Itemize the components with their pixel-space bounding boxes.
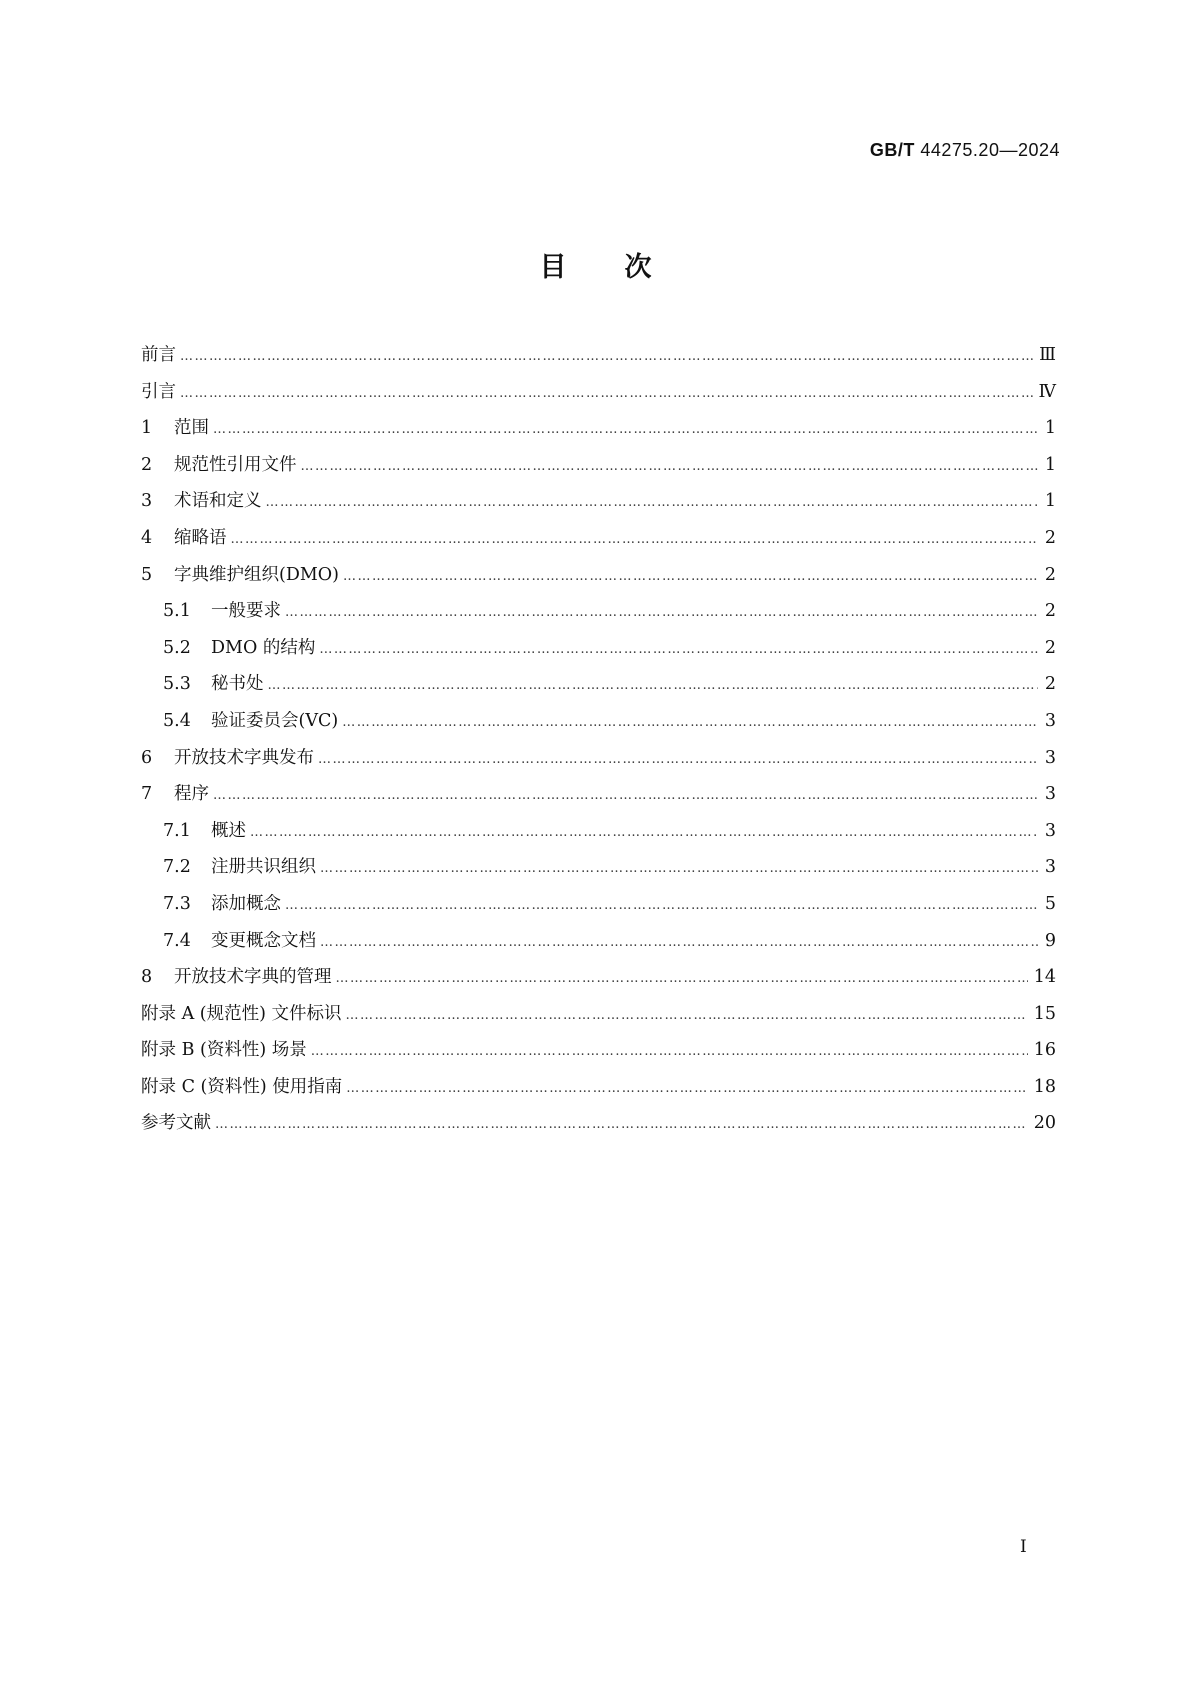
toc-entry-label: 引言 — [141, 381, 176, 402]
toc-entry[interactable] — [141, 776, 1056, 813]
toc-entry-number: 7.3 — [163, 893, 191, 914]
toc-entry-page: 9 — [1044, 930, 1056, 951]
page-number: I — [1020, 1537, 1027, 1557]
toc-entry[interactable] — [141, 923, 1056, 960]
toc-entry-number: 5.2 — [163, 637, 191, 658]
toc-leader-dots — [285, 595, 1038, 632]
toc-entry-page: 3 — [1044, 710, 1056, 731]
toc-entry-label: 秘书处 — [211, 674, 264, 695]
toc-leader-dots — [346, 1071, 1027, 1108]
toc-entry-page: Ⅳ — [1038, 381, 1056, 402]
toc-entry-number: 7.2 — [163, 857, 191, 878]
toc-entry[interactable] — [141, 740, 1056, 777]
toc-leader-dots — [301, 449, 1039, 486]
toc-entry[interactable] — [141, 593, 1056, 630]
toc-entry[interactable] — [141, 813, 1056, 850]
toc-entry-page: 16 — [1033, 1040, 1056, 1061]
toc-entry-label: 前言 — [141, 345, 176, 365]
toc-entry-page: 2 — [1044, 527, 1056, 548]
page-title-left: 目 — [539, 252, 567, 283]
toc-entry[interactable] — [141, 996, 1056, 1033]
toc-entry-label: 附录 B (资料性) 场景 — [141, 1040, 307, 1061]
toc-leader-dots — [285, 888, 1038, 925]
toc-entry-page: 2 — [1044, 564, 1056, 585]
toc-entry[interactable] — [141, 666, 1056, 703]
toc-entry[interactable] — [141, 1032, 1056, 1069]
toc-entry-page: 18 — [1033, 1076, 1056, 1097]
standard-number: 44275.20—2024 — [920, 140, 1060, 160]
toc-leader-dots — [345, 998, 1027, 1035]
toc-entry-page: 1 — [1044, 491, 1056, 512]
toc-entry-number: 3 — [141, 491, 153, 512]
toc-leader-dots — [320, 925, 1038, 962]
toc-leader-dots — [213, 412, 1038, 449]
toc-entry-page: 1 — [1044, 418, 1056, 439]
toc-leader-dots — [231, 522, 1039, 559]
toc-entry-number: 1 — [141, 418, 153, 439]
toc-entry-number: 5.4 — [163, 710, 191, 731]
toc-leader-dots — [343, 559, 1038, 596]
toc-entry-label: 附录 C (资料性) 使用指南 — [141, 1076, 343, 1097]
toc-entry-page: 5 — [1044, 893, 1056, 914]
toc-leader-dots — [250, 815, 1038, 852]
table-of-contents — [141, 337, 1056, 1142]
toc-entry-page: 2 — [1044, 674, 1056, 695]
toc-entry-number: 2 — [141, 454, 153, 475]
toc-entry-number: 4 — [141, 527, 153, 548]
toc-entry-number: 5.3 — [163, 674, 191, 695]
toc-entry[interactable] — [141, 959, 1056, 996]
toc-entry-label: 参考文献 — [141, 1113, 211, 1134]
toc-entry-label: 概述 — [211, 820, 246, 841]
toc-entry-number: 5.1 — [163, 601, 191, 622]
toc-entry-page: 3 — [1044, 820, 1056, 841]
toc-entry-number: 6 — [141, 747, 153, 768]
toc-entry[interactable] — [141, 520, 1056, 557]
toc-entry-label: 添加概念 — [211, 893, 281, 914]
standard-code — [870, 140, 1060, 161]
toc-entry-number: 8 — [141, 967, 153, 988]
standard-prefix: GB/T — [869, 140, 915, 160]
toc-entry-label: 一般要求 — [211, 601, 281, 622]
toc-entry-page: 3 — [1044, 747, 1056, 768]
toc-entry-label: 注册共识组织 — [211, 857, 316, 878]
toc-entry[interactable] — [141, 703, 1056, 740]
toc-leader-dots — [268, 668, 1039, 705]
toc-entry-label: 术语和定义 — [174, 491, 262, 512]
toc-entry-page: 2 — [1044, 637, 1056, 658]
toc-leader-dots — [311, 1034, 1028, 1071]
toc-entry-label: DMO 的结构 — [211, 637, 316, 658]
toc-entry-page: 1 — [1044, 454, 1056, 475]
toc-leader-dots — [180, 376, 1033, 413]
toc-entry[interactable] — [141, 483, 1056, 520]
toc-entry[interactable] — [141, 374, 1056, 411]
toc-entry[interactable] — [141, 410, 1056, 447]
toc-entry-number: 5 — [141, 564, 153, 585]
toc-entry-page: 2 — [1044, 601, 1056, 622]
toc-entry-label: 程序 — [174, 784, 209, 805]
toc-entry[interactable] — [141, 447, 1056, 484]
toc-leader-dots — [342, 705, 1038, 742]
toc-entry[interactable] — [141, 1105, 1056, 1142]
toc-leader-dots — [319, 632, 1038, 669]
toc-entry[interactable] — [141, 337, 1056, 374]
toc-leader-dots — [318, 742, 1038, 779]
toc-entry[interactable] — [141, 1069, 1056, 1106]
toc-entry-label: 开放技术字典发布 — [174, 747, 314, 768]
toc-entry-number: 7 — [141, 784, 153, 805]
toc-entry-label: 缩略语 — [174, 527, 227, 548]
toc-entry[interactable] — [141, 849, 1056, 886]
toc-entry[interactable] — [141, 886, 1056, 923]
toc-leader-dots — [180, 339, 1033, 376]
toc-entry-label: 开放技术字典的管理 — [174, 967, 332, 988]
toc-entry-page: 14 — [1033, 967, 1056, 988]
toc-entry-page: 20 — [1033, 1113, 1056, 1134]
toc-entry-page: Ⅲ — [1039, 345, 1056, 365]
toc-leader-dots — [266, 485, 1039, 522]
toc-entry-label: 变更概念文档 — [211, 930, 316, 951]
toc-entry-number: 7.1 — [163, 820, 191, 841]
toc-entry-label: 附录 A (规范性) 文件标识 — [141, 1003, 342, 1024]
toc-entry[interactable] — [141, 630, 1056, 667]
toc-entry-label: 范围 — [174, 418, 209, 439]
page-title-right: 次 — [624, 252, 652, 283]
page-title — [0, 245, 1191, 284]
toc-entry-number: 7.4 — [163, 930, 191, 951]
toc-entry-page: 3 — [1044, 857, 1056, 878]
toc-entry-page: 15 — [1033, 1003, 1056, 1024]
toc-leader-dots — [336, 961, 1028, 998]
toc-entry-label: 规范性引用文件 — [174, 454, 297, 475]
toc-leader-dots — [215, 1107, 1028, 1144]
toc-entry-page: 3 — [1044, 784, 1056, 805]
toc-entry-label: 字典维护组织(DMO) — [174, 564, 339, 585]
toc-leader-dots — [213, 778, 1038, 815]
toc-entry-label: 验证委员会(VC) — [211, 710, 339, 731]
toc-leader-dots — [320, 851, 1038, 888]
toc-entry[interactable] — [141, 557, 1056, 594]
